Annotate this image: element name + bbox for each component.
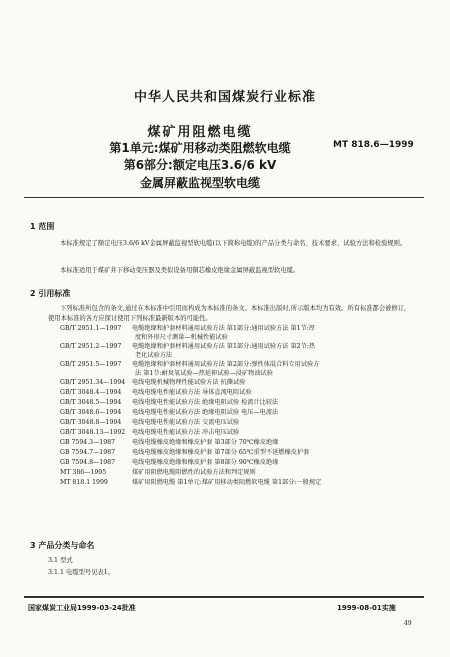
reference-code: GB/T 3048.6—1994 bbox=[60, 409, 122, 416]
section-1-paragraph-1: 本标准规定了额定电压3.6/6 kV金属屏蔽监视型软电缆(以下简称电缆)的产品分类与命名、技术要求、试验方法和检验规则。 bbox=[60, 240, 407, 247]
reference-item bbox=[60, 342, 420, 352]
reference-item bbox=[60, 418, 420, 428]
title-line-1: 煤矿用阻燃电缆 bbox=[147, 125, 253, 140]
reference-title: 电线电缆橡皮绝缘和橡皮护套 第8部分 90℃橡皮绝缘 bbox=[132, 459, 279, 466]
reference-code: GB 7594.7—1987 bbox=[60, 449, 116, 456]
reference-item bbox=[60, 438, 420, 448]
reference-code: GB/T 2951.34—1994 bbox=[60, 379, 126, 386]
reference-title: 电线电缆电性能试验方法 交流电压试验 bbox=[132, 419, 240, 426]
reference-title: 电线电缆机械物理性能试验方法 抗撕试验 bbox=[132, 379, 246, 386]
effective-date: 1999-08-01实施 bbox=[337, 604, 396, 612]
reference-item bbox=[60, 398, 420, 408]
reference-item bbox=[60, 458, 420, 468]
page-number: 49 bbox=[404, 620, 412, 627]
reference-code: GB/T 3048.4—1994 bbox=[60, 389, 122, 396]
reference-code: GB/T 2951.1—1997 bbox=[60, 325, 122, 332]
section-3-heading: 3 产品分类与命名 bbox=[30, 541, 95, 550]
section-2-heading: 2 引用标准 bbox=[30, 289, 71, 298]
reference-item bbox=[60, 324, 420, 334]
reference-title: 煤矿用阻燃电缆阻燃性的试验方法和判定规则 bbox=[132, 469, 256, 476]
reference-code: GB/T 2951.2—1997 bbox=[60, 343, 122, 350]
reference-item bbox=[60, 448, 420, 458]
reference-item bbox=[60, 468, 420, 478]
reference-code: GB/T 3048.5—1994 bbox=[60, 399, 122, 406]
bottom-rule bbox=[24, 596, 424, 598]
top-rule bbox=[24, 197, 424, 198]
reference-title: 电线电缆电性能试验方法 导体直流电阻试验 bbox=[132, 389, 252, 396]
reference-item bbox=[60, 428, 420, 438]
reference-item bbox=[60, 408, 420, 418]
reference-code: MT 818.1 1999 bbox=[60, 479, 108, 486]
header-title: 中华人民共和国煤炭行业标准 bbox=[133, 90, 316, 105]
reference-title-continued: 法 第1节:耐臭氧试验—热延伸试验—浸矿物油试验 bbox=[135, 370, 273, 377]
section-2-intro: 下列标准所包含的条文,通过在本标准中引用而构成为本标准的条文。本标准出版时,所示版本均为有效。所有标准都会被修订,使用本标准的各方应探讨使用下列标准最新版本的可能性。 bbox=[48, 305, 407, 322]
section-3-1-1: 3.1.1 电缆型号见表1。 bbox=[48, 569, 115, 576]
reference-title: 电缆绝缘和护套材料通用试验方法 第1部分:通用试验方法 第2节:热 bbox=[132, 343, 316, 350]
reference-item bbox=[60, 478, 420, 488]
reference-title: 电缆绝缘和护套材料通用试验方法 第2部分:弹性体混合料专用试验方 bbox=[132, 361, 320, 368]
section-1-heading: 1 范围 bbox=[30, 222, 55, 231]
standard-number: MT 818.6—1999 bbox=[333, 140, 414, 150]
reference-code: GB/T 2951.5—1997 bbox=[60, 361, 122, 368]
section-1-paragraph-2: 本标准适用于煤矿井下移动变压器及类似设备用铜芯橡皮绝缘金属屏蔽监视型软电缆。 bbox=[60, 267, 300, 274]
reference-title: 电缆绝缘和护套材料通用试验方法 第1部分:通用试验方法 第1节:厚 bbox=[132, 325, 316, 332]
issuer-approval: 国家煤炭工业局1999-03-24批准 bbox=[28, 604, 136, 612]
reference-item bbox=[60, 378, 420, 388]
title-line-4: 金属屏蔽监视型软电缆 bbox=[139, 176, 260, 190]
reference-item bbox=[60, 388, 420, 398]
reference-title-continued: 度和外形尺寸测量—机械性能试验 bbox=[135, 334, 228, 341]
reference-title: 煤矿用阻燃电缆 第1单元:煤矿用移动类阻燃软电缆 第1部分:一般规定 bbox=[132, 479, 322, 486]
reference-title: 电线电缆橡皮绝缘和橡皮护套 第7部分 65℃重型不延燃橡皮护套 bbox=[132, 449, 310, 456]
reference-code: GB 7594.8—1987 bbox=[60, 459, 116, 466]
reference-title-continued: 老化试验方法 bbox=[135, 352, 173, 359]
reference-title: 电线电缆电性能试验方法 绝缘电阻试验 检流计比较法 bbox=[132, 399, 279, 406]
reference-title: 电线电缆电性能试验方法 冲击电压试验 bbox=[132, 429, 240, 436]
reference-code: GB 7594.3—1987 bbox=[60, 439, 116, 446]
reference-title: 电线电缆电性能试验方法 绝缘电阻试验 电压—电流法 bbox=[132, 409, 279, 416]
title-line-2: 第1单元:煤矿用移动类阻燃软电缆 bbox=[109, 141, 291, 155]
reference-code: MT 386—1995 bbox=[60, 469, 107, 476]
section-3-1: 3.1 型式 bbox=[48, 557, 73, 564]
title-line-3: 第6部分:额定电压3.6/6 kV bbox=[123, 158, 277, 172]
reference-code: GB/T 3048.13—1992 bbox=[60, 429, 126, 436]
reference-title: 电线电缆橡皮绝缘和橡皮护套 第3部分 70℃橡皮绝缘 bbox=[132, 439, 279, 446]
reference-code: GB/T 3048.8—1994 bbox=[60, 419, 122, 426]
